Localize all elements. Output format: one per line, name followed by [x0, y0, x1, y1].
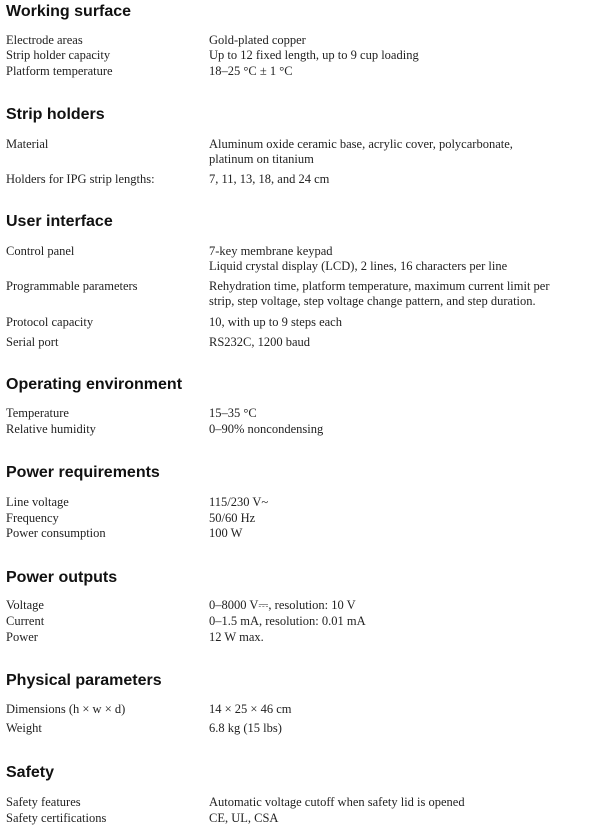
spec-value: [209, 495, 595, 510]
section-heading-power-outputs: Power outputs: [6, 569, 118, 586]
spec-label: Safety features: [6, 795, 81, 809]
spec-value-line: Gold-plated copper: [209, 33, 306, 47]
spec-label: Voltage: [6, 598, 44, 612]
spec-value-line: 7, 11, 13, 18, and 24 cm: [209, 172, 330, 186]
section-heading-physical-parameters: Physical parameters: [6, 672, 162, 689]
spec-value-line: strip, step voltage, step voltage change pattern, and step duration.: [209, 294, 536, 308]
spec-value-line: 115/230 V~: [209, 495, 269, 509]
spec-label: Protocol capacity: [6, 315, 94, 329]
spec-value-line: 100 W: [209, 526, 243, 540]
spec-label: Control panel: [6, 244, 75, 258]
spec-label: Platform temperature: [6, 64, 113, 78]
spec-label: Relative humidity: [6, 422, 96, 436]
spec-label: Strip holder capacity: [6, 48, 111, 62]
spec-label: Power consumption: [6, 526, 106, 540]
spec-label: Frequency: [6, 511, 59, 525]
spec-value: [209, 279, 595, 309]
section-heading-power-requirements: Power requirements: [6, 464, 160, 481]
spec-label: Serial port: [6, 335, 59, 349]
spec-value: [209, 172, 595, 187]
spec-value: [209, 422, 595, 437]
spec-value-line: 7-key membrane keypad: [209, 244, 333, 258]
spec-label: Weight: [6, 721, 42, 735]
spec-label: Programmable parameters: [6, 279, 138, 293]
spec-label: Material: [6, 137, 49, 151]
spec-value-line: Aluminum oxide ceramic base, acrylic cover, polycarbonate,: [209, 137, 513, 151]
section-heading-user-interface: User interface: [6, 213, 113, 230]
section-heading-safety: Safety: [6, 764, 55, 781]
spec-value-line: Rehydration time, platform temperature, maximum current limit per: [209, 279, 550, 293]
spec-value: [209, 598, 595, 613]
spec-value-line: 50/60 Hz: [209, 511, 256, 525]
spec-value: [209, 795, 595, 810]
section-heading-working-surface: Working surface: [6, 3, 132, 20]
spec-value-line: platinum on titanium: [209, 152, 314, 166]
spec-value: [209, 811, 595, 826]
spec-value: [209, 137, 595, 167]
spec-value-line: 15–35 °C: [209, 406, 257, 420]
spec-value-line: 18–25 °C ± 1 °C: [209, 64, 293, 78]
spec-value: [209, 511, 595, 526]
spec-value-line: 10, with up to 9 steps each: [209, 315, 342, 329]
section-heading-strip-holders: Strip holders: [6, 106, 105, 123]
spec-value-line: 12 W max.: [209, 630, 264, 644]
spec-value-line: 0–1.5 mA, resolution: 0.01 mA: [209, 614, 366, 628]
spec-label: Electrode areas: [6, 33, 83, 47]
spec-value: [209, 721, 595, 736]
spec-value: [209, 33, 595, 48]
spec-value: [209, 48, 595, 63]
spec-value-line: 0–8000 V⎓, resolution: 10 V: [209, 598, 356, 612]
spec-value: [209, 335, 595, 350]
spec-value-line: CE, UL, CSA: [209, 811, 279, 825]
spec-value-line: 0–90% noncondensing: [209, 422, 324, 436]
spec-value-line: 6.8 kg (15 lbs): [209, 721, 282, 735]
spec-value-line: Up to 12 fixed length, up to 9 cup loading: [209, 48, 419, 62]
section-heading-operating-environment: Operating environment: [6, 376, 183, 393]
spec-value: [209, 630, 595, 645]
spec-value: [209, 526, 595, 541]
spec-value-line: RS232C, 1200 baud: [209, 335, 311, 349]
spec-value: [209, 315, 595, 330]
spec-value-line: Liquid crystal display (LCD), 2 lines, 16 characters per line: [209, 259, 508, 273]
spec-label: Safety certifications: [6, 811, 107, 825]
spec-label: Current: [6, 614, 45, 628]
spec-value: [209, 614, 595, 629]
spec-label: Dimensions (h × w × d): [6, 702, 126, 716]
spec-label: Line voltage: [6, 495, 69, 509]
spec-value-line: 14 × 25 × 46 cm: [209, 702, 292, 716]
spec-label: Power: [6, 630, 38, 644]
spec-value-line: Automatic voltage cutoff when safety lid is opened: [209, 795, 465, 809]
spec-value: [209, 406, 595, 421]
spec-value: [209, 244, 595, 274]
spec-value: [209, 64, 595, 79]
spec-label: Temperature: [6, 406, 69, 420]
spec-label: Holders for IPG strip lengths:: [6, 172, 155, 186]
spec-value: [209, 702, 595, 717]
